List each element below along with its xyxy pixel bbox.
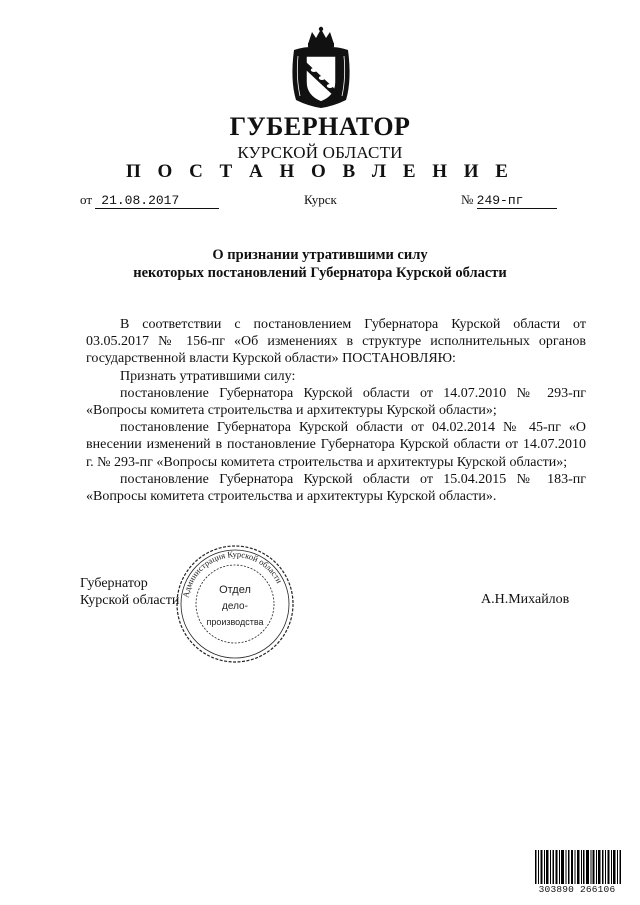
number-prefix: № — [461, 192, 474, 207]
date-value: 21.08.2017 — [95, 194, 219, 209]
position-line-2: Курской области — [80, 593, 180, 608]
stamp-center-line-3: производства — [206, 617, 264, 627]
stamp-center-line-1: Отдел — [219, 584, 251, 596]
body-paragraph: постановление Губернатора Курской области от 15.04.2015 № 183-пг «Вопросы комитета строительства и архитектуры Курской области». — [86, 471, 586, 505]
page-title: ГУБЕРНАТОР — [229, 112, 411, 141]
subject-line-2: некоторых постановлений Губернатора Курской области — [133, 265, 507, 281]
stamp-ring-text: Администрация Курской области — [180, 548, 285, 599]
document-type: П О С Т А Н О В Л Е Н И Е — [126, 161, 514, 182]
document-date — [80, 192, 219, 209]
document-city: Курск — [304, 192, 337, 207]
signatory-position — [80, 575, 179, 609]
signatory-name: А.Н.Михайлов — [481, 592, 570, 607]
stamp-center-line-2: дело- — [222, 601, 248, 612]
body-paragraph: постановление Губернатора Курской области от 04.02.2014 № 45-пг «О внесении изменений в постановление Губернатора Курской области от 14.07.2010 г. № 293-пг «Вопросы комитета строительства и архитектуры Курской области»; — [86, 420, 586, 470]
document-number — [461, 192, 557, 209]
document-subject — [0, 246, 640, 282]
position-line-1: Губернатор — [80, 576, 148, 591]
seal-stamp — [174, 543, 296, 665]
coat-of-arms-icon — [286, 26, 356, 112]
body-paragraph: Признать утратившими силу: — [120, 368, 296, 384]
date-prefix: от — [80, 192, 93, 207]
body-paragraph: постановление Губернатора Курской области от 14.07.2010 № 293-пг «Вопросы комитета строительства и архитектуры Курской области»; — [86, 385, 586, 419]
document-body — [86, 316, 586, 505]
subject-line-1: О признании утратившими силу — [212, 247, 428, 263]
barcode-number: 303890 266106 — [538, 884, 616, 895]
number-value: 249-пг — [477, 194, 557, 209]
body-paragraph: В соответствии с постановлением Губернатора Курской области от 03.05.2017 № 156-пг «Об изменениях в структуре исполнительных органов государственной власти Курской области» ПОСТАНОВЛЯЮ: — [86, 317, 586, 367]
barcode-icon — [535, 850, 621, 884]
region-name: КУРСКОЙ ОБЛАСТИ — [237, 143, 403, 162]
